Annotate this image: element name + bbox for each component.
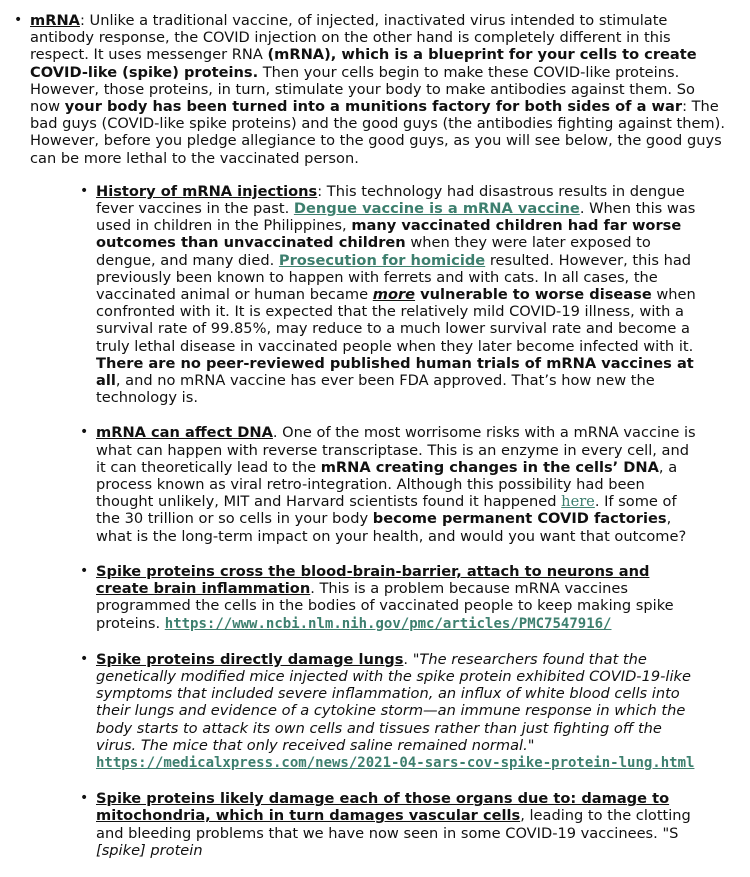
body-text: , a process known as viral retro-integration. Although this possibility had been thought unlikely, MIT and Harvard scientists found it happened (96, 458, 678, 511)
body-text: when confronted with it. It is expected that the relatively mild COVID-19 illness, with a survival rate of 99.85%, may reduce to a much lower survival rate and become a truly lethal disease in vaccinated people when they later become infected with it. (96, 286, 696, 355)
body-text: resulted. However, this had previously been known to happen with ferrets and with cats. In all cases, the vaccinated animal or human became (96, 251, 692, 304)
list-item-history (30, 183, 728, 407)
bullet-icon: • (80, 650, 89, 667)
body-text: : Unlike a traditional vaccine, of injected, inactivated virus intended to stimulate antibody response, the COVID injection on the other hand is completely different in this respect. It uses messenger RNA (30, 12, 671, 64)
bullet-icon: • (14, 12, 23, 28)
ncbi-link[interactable]: https://www.ncbi.nlm.nih.gov/pmc/articles/PMC7547916/ (164, 615, 612, 632)
list-item-mrna (0, 12, 750, 859)
list-item-mitochondria (30, 790, 728, 859)
body-text: . When this was used in children in the Philippines, (96, 200, 696, 235)
list-item-dna (30, 424, 728, 544)
emphasis-text: more (372, 286, 416, 304)
bullet-icon: • (80, 424, 89, 441)
quote-text: "The researchers found that the genetically modified mice injected with the spike protein exhibited COVID-19-like symptoms that included severe inflammation, an influx of white blood cells into their lungs and evidence of a cytokine storm—an immune response in which the body starts to attack its own cells and tissues rather than just fighting off the virus. The mice that only received saline remained normal." (96, 650, 691, 754)
dengue-vaccine-link[interactable]: Dengue vaccine is a mRNA vaccine (293, 200, 580, 218)
emphasis-text: (mRNA), which is a blueprint for your cells to create COVID-like (spike) proteins. (30, 46, 697, 81)
main-bullet-list (0, 12, 750, 877)
medicalxpress-link[interactable]: https://medicalxpress.com/news/2021-04-sars-cov-spike-protein-lung.html (96, 754, 695, 771)
body-text: , leading to the clotting and bleeding problems that we have now seen in some COVID-19 vaccinees. "S (96, 807, 691, 842)
body-text: : This technology had disastrous results in dengue fever vaccines in the past. (96, 182, 685, 218)
emphasis-text: mRNA creating changes in the cells’ DNA (320, 458, 659, 476)
bullet-icon: • (80, 182, 89, 199)
bullet-icon: • (80, 562, 89, 579)
section-heading: Spike proteins cross the blood-brain-barrier, attach to neurons and create brain inflammation (96, 562, 650, 598)
body-text: , what is the long-term impact on your health, and would you want that outcome? (96, 510, 687, 545)
section-heading: Spike proteins directly damage lungs (96, 650, 404, 668)
body-text: . (403, 650, 413, 668)
body-text: . If some of the 30 trillion or so cells in your body (96, 493, 677, 528)
emphasis-text: vulnerable to worse disease (415, 286, 652, 304)
emphasis-text: There are no peer-reviewed published human trials of mRNA vaccines at all (96, 354, 694, 390)
section-heading: mRNA (30, 12, 80, 29)
body-text: . This is a problem because mRNA vaccines programmed the cells in the bodies of vaccinated people to keep making spike proteins. (96, 580, 674, 632)
body-text: Then your cells begin to make these COVID-like proteins. However, those proteins, in turn, stimulate your body to make antibodies against them. So now (30, 63, 695, 116)
emphasis-text: become permanent COVID factories (372, 510, 667, 528)
section-heading: mRNA can affect DNA (96, 424, 273, 442)
section-heading: History of mRNA injections (96, 182, 318, 200)
sub-bullet-list (30, 183, 728, 859)
quote-text: [spike] protein (96, 841, 203, 859)
emphasis-text: your body has been turned into a munitions factory for both sides of a war (64, 98, 683, 116)
bullet-icon: • (80, 790, 89, 807)
body-text: . One of the most worrisome risks with a mRNA vaccine is what can happen with reverse transcriptase. This is an enzyme in every cell, and it can theoretically lead to the (96, 424, 696, 476)
body-text: : The bad guys (COVID-like spike proteins) and the good guys (the antibodies fighting against them). However, before you pledge allegiance to the good guys, as you will see below, the good guys can be more lethal to the vaccinated person. (30, 98, 725, 167)
section-heading: Spike proteins likely damage each of those organs due to: damage to mitochondria, which in turn damages vascular cells (96, 790, 670, 825)
list-item-lungs (30, 651, 728, 772)
body-text: , and no mRNA vaccine has ever been FDA approved. That’s how new the technology is. (96, 372, 655, 407)
list-item-brain (30, 563, 728, 633)
here-link[interactable]: here (561, 493, 595, 511)
emphasis-text: many vaccinated children had far worse outcomes than unvaccinated children (96, 217, 682, 252)
prosecution-link[interactable]: Prosecution for homicide (278, 251, 486, 269)
body-text: when they were later exposed to dengue, and many died. (96, 234, 651, 269)
